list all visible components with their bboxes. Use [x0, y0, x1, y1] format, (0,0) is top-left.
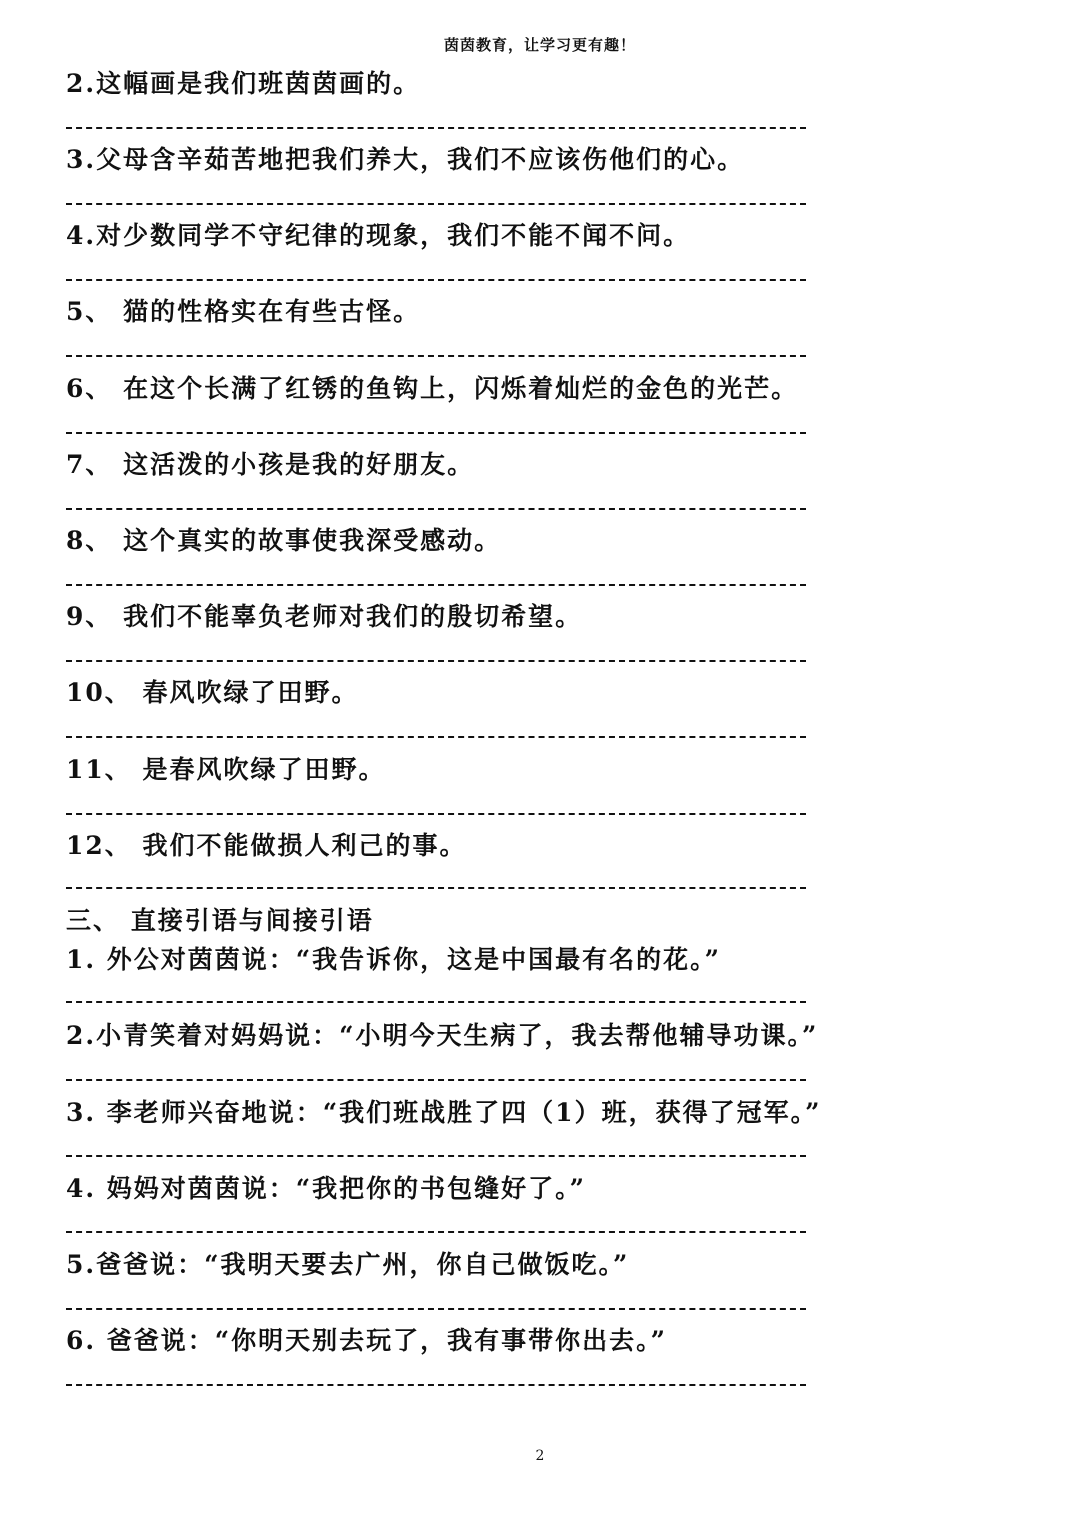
answer-line [66, 813, 806, 815]
answer-line [66, 508, 806, 510]
answer-line [66, 736, 806, 738]
answer-line [66, 355, 806, 357]
answer-line [66, 584, 806, 586]
question-item: 6. 爸爸说：“你明天别去玩了，我有事带你出去。” [66, 1326, 668, 1355]
question-item: 6、 在这个长满了红锈的鱼钩上，闪烁着灿烂的金色的光芒。 [66, 374, 799, 403]
question-item: 4. 妈妈对茵茵说：“我把你的书包缝好了。” [66, 1174, 587, 1203]
question-item: 4.对少数同学不守纪律的现象，我们不能不闻不问。 [66, 221, 691, 250]
answer-line [66, 1155, 806, 1157]
question-item: 11、 是春风吹绿了田野。 [66, 755, 386, 784]
answer-line [66, 432, 806, 434]
question-item: 3. 李老师兴奋地说：“我们班战胜了四（1）班，获得了冠军。” [66, 1098, 822, 1127]
answer-line [66, 279, 806, 281]
question-item: 5、 猫的性格实在有些古怪。 [66, 297, 421, 326]
page-number: 2 [535, 1448, 545, 1464]
answer-line [66, 1384, 806, 1386]
answer-line [66, 1308, 806, 1310]
question-item: 9、 我们不能辜负老师对我们的殷切希望。 [66, 602, 583, 631]
answer-line [66, 127, 806, 129]
question-item: 1. 外公对茵茵说：“我告诉你，这是中国最有名的花。” [66, 945, 722, 974]
question-item: 7、 这活泼的小孩是我的好朋友。 [66, 450, 475, 479]
answer-line [66, 1231, 806, 1233]
answer-line [66, 887, 806, 889]
answer-line [66, 203, 806, 205]
section-heading: 三、 直接引语与间接引语 [66, 906, 374, 935]
answer-line [66, 1079, 806, 1081]
answer-line [66, 1001, 806, 1003]
question-item: 5.爸爸说：“我明天要去广州，你自己做饭吃。” [66, 1250, 630, 1279]
question-item: 3.父母含辛茹苦地把我们养大，我们不应该伤他们的心。 [66, 145, 745, 174]
question-item: 8、 这个真实的故事使我深受感动。 [66, 526, 502, 555]
question-item: 2.小青笑着对妈妈说：“小明今天生病了，我去帮他辅导功课。” [66, 1021, 819, 1050]
page-header: 茵茵教育，让学习更有趣！ [443, 36, 636, 54]
answer-line [66, 660, 806, 662]
question-item: 2.这幅画是我们班茵茵画的。 [66, 69, 421, 98]
question-item: 10、 春风吹绿了田野。 [66, 678, 359, 707]
question-item: 12、 我们不能做损人利己的事。 [66, 831, 467, 860]
